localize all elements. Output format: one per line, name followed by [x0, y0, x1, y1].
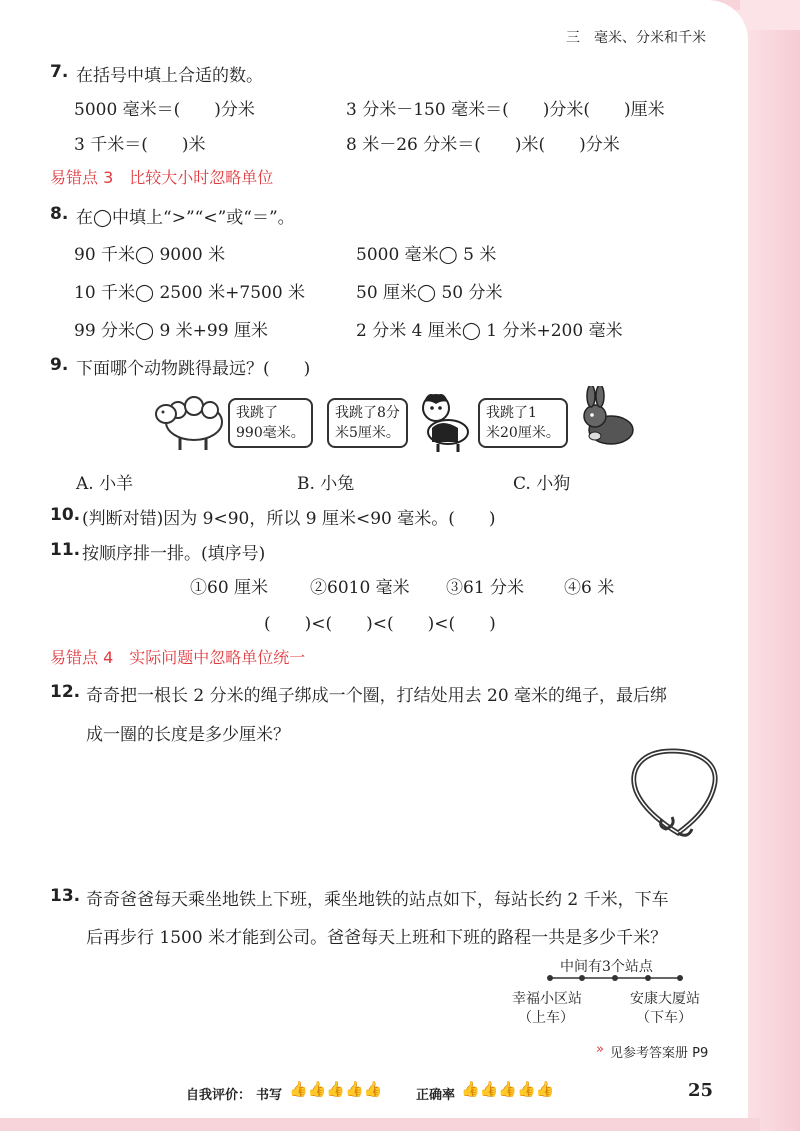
- right-station-note: （下车）: [636, 1010, 692, 1026]
- writing-label: 书写: [256, 1088, 283, 1103]
- page-number: 25: [688, 1080, 714, 1101]
- q7-stem: 在括号中填上合适的数。: [76, 66, 263, 86]
- q8-number: 8.: [50, 204, 69, 224]
- q7-item-4: 8 米－26 分米＝( )米( )分米: [346, 135, 620, 155]
- sheep-bubble-line2: 990毫米。: [236, 425, 305, 441]
- q8-item-5: 99 分米◯ 9 米+99 厘米: [74, 321, 268, 341]
- dog-bubble-line2: 米5厘米。: [335, 425, 400, 441]
- q11-item-3: ③61 分米: [446, 578, 525, 598]
- q8-stem: 在◯中填上“>”“<”或“＝”。: [76, 208, 295, 228]
- q10-number: 10.: [50, 505, 81, 525]
- q9-number: 9.: [50, 355, 69, 375]
- q12-line1: 奇奇把一根长 2 分米的绳子绑成一个圈，打结处用去 20 毫米的绳子，最后绑: [86, 686, 668, 706]
- sheep-icon: [150, 392, 230, 452]
- q12-number: 12.: [50, 682, 81, 702]
- rabbit-speech-bubble: [478, 398, 568, 448]
- q8-item-1: 90 千米◯ 9000 米: [74, 245, 226, 265]
- page-edge-bottom: [0, 1118, 760, 1131]
- rabbit-icon: [575, 386, 637, 448]
- q9-option-b: B. 小兔: [297, 474, 355, 494]
- left-station-note: （上车）: [518, 1010, 574, 1026]
- q13-line1: 奇奇爸爸每天乘坐地铁上下班，乘坐地铁的站点如下，每站长约 2 千米，下车: [86, 890, 669, 910]
- q7-item-1: 5000 毫米＝( )分米: [74, 100, 255, 120]
- q8-item-3: 10 千米◯ 2500 米+7500 米: [74, 283, 306, 303]
- double-chevron-icon: »: [596, 1042, 604, 1057]
- left-station-name: 幸福小区站: [512, 991, 582, 1007]
- sheep-bubble-line1: 我跳了: [236, 405, 278, 421]
- q13-line2: 后再步行 1500 米才能到公司。爸爸每天上班和下班的路程一共是多少千米？: [86, 928, 668, 948]
- error-point-3-heading: 易错点 3 比较大小时忽略单位: [50, 168, 274, 187]
- q11-answer-blanks: ( )<( )<( )<( ): [264, 614, 496, 634]
- accuracy-thumbs-icon: 👍👍👍👍👍: [461, 1080, 555, 1098]
- q13-number: 13.: [50, 886, 81, 906]
- q7-number: 7.: [50, 62, 69, 82]
- writing-thumbs-icon: 👍👍👍👍👍: [289, 1080, 383, 1098]
- rabbit-bubble-line1: 我跳了1: [486, 405, 537, 421]
- chapter-header: 三 毫米、分米和千米: [566, 30, 706, 46]
- q11-number: 11.: [50, 540, 81, 560]
- q11-item-2: ②6010 毫米: [310, 578, 410, 598]
- q9-option-a: A. 小羊: [76, 474, 134, 494]
- q8-item-4: 50 厘米◯ 50 分米: [356, 283, 503, 303]
- q11-stem: 按顺序排一排。(填序号): [82, 544, 266, 564]
- right-station-name: 安康大厦站: [630, 991, 700, 1007]
- q8-item-6: 2 分米 4 厘米◯ 1 分米+200 毫米: [356, 321, 623, 341]
- q11-item-4: ④6 米: [564, 578, 615, 598]
- accuracy-label: 正确率: [416, 1088, 456, 1103]
- q9-option-c: C. 小狗: [513, 474, 571, 494]
- sheep-speech-bubble: [228, 398, 313, 448]
- q10-stem: (判断对错)因为 9<90，所以 9 厘米<90 毫米。( ): [82, 509, 496, 529]
- q11-item-1: ①60 厘米: [190, 578, 269, 598]
- dog-icon: [418, 388, 474, 454]
- self-evaluation-label: 自我评价：: [186, 1088, 252, 1103]
- rope-loop-icon: [622, 745, 724, 845]
- q7-item-3: 3 千米＝( )米: [74, 135, 206, 155]
- q8-item-2: 5000 毫米◯ 5 米: [356, 245, 497, 265]
- answer-reference: 见参考答案册 P9: [610, 1046, 709, 1061]
- q12-line2: 成一圈的长度是多少厘米？: [86, 725, 290, 745]
- q7-item-2: 3 分米－150 毫米＝( )分米( )厘米: [346, 100, 665, 120]
- page-edge-right: [748, 30, 800, 1131]
- q9-stem: 下面哪个动物跳得最远？( ): [76, 359, 311, 379]
- dog-bubble-line1: 我跳了8分: [335, 405, 400, 421]
- subway-line-diagram: [540, 968, 690, 988]
- error-point-4-heading: 易错点 4 实际问题中忽略单位统一: [50, 648, 306, 667]
- diagram-middle-label: 中间有3个站点: [560, 959, 653, 975]
- rabbit-bubble-line2: 米20厘米。: [486, 425, 560, 441]
- dog-speech-bubble: [327, 398, 408, 448]
